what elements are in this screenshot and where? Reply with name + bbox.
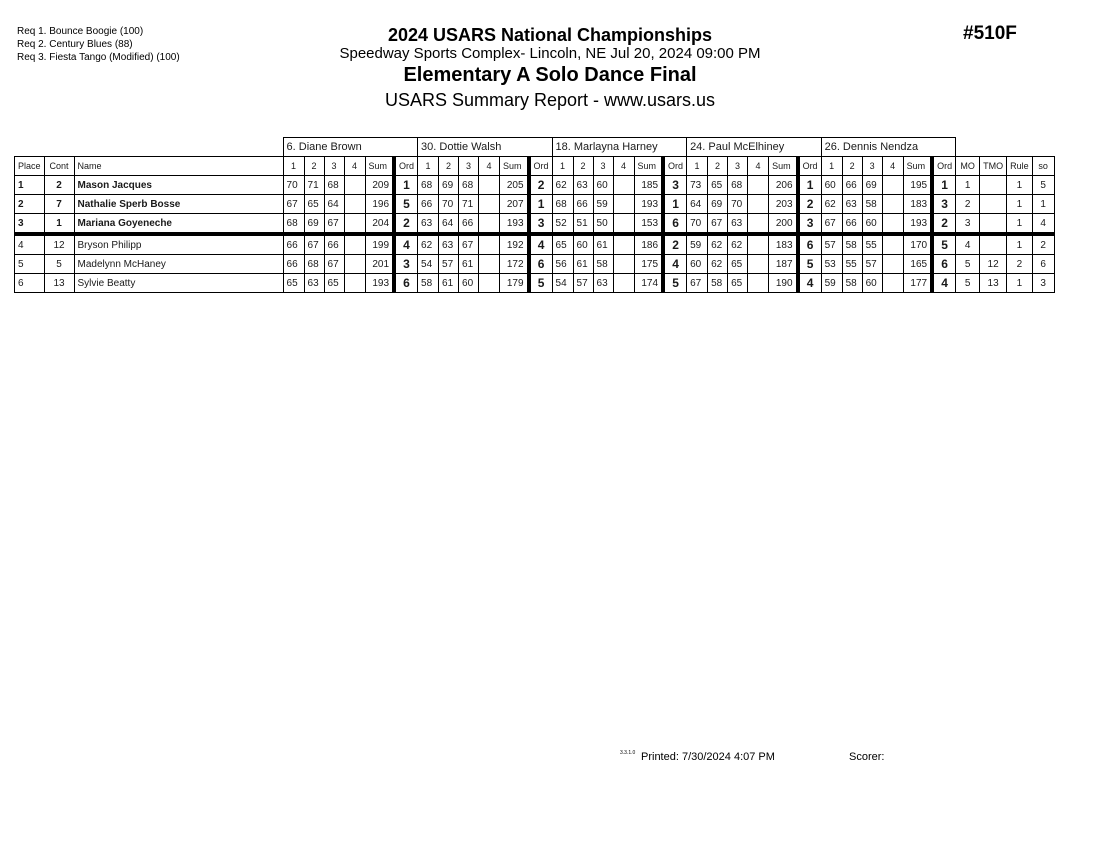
skater-name: Madelynn McHaney: [74, 255, 283, 274]
score-sum: 209: [365, 176, 394, 195]
score-3: 65: [728, 274, 748, 293]
score-3: 69: [862, 176, 882, 195]
so-value: 2: [1032, 234, 1054, 255]
ordinal: 2: [798, 195, 822, 214]
score-4: [882, 214, 903, 235]
score-1: 57: [821, 234, 842, 255]
ordinal: 5: [932, 234, 956, 255]
mo-value: 2: [956, 195, 980, 214]
score-sum: 193: [365, 274, 394, 293]
col-header-4: 4: [479, 157, 500, 176]
col-header-ord: Ord: [798, 157, 822, 176]
score-1: 59: [687, 234, 708, 255]
score-3: 67: [324, 255, 344, 274]
score-sum: 153: [634, 214, 663, 235]
judge-header-row: [15, 138, 1055, 157]
score-2: 58: [842, 274, 862, 293]
score-4: [748, 234, 769, 255]
score-3: 58: [593, 255, 613, 274]
score-4: [613, 255, 634, 274]
score-sum: 204: [365, 214, 394, 235]
score-sum: 165: [903, 255, 932, 274]
so-value: 6: [1032, 255, 1054, 274]
score-4: [613, 234, 634, 255]
score-3: 60: [862, 274, 882, 293]
rule-value: 2: [1007, 255, 1033, 274]
col-header-3: 3: [459, 157, 479, 176]
col-header-name: Name: [74, 157, 283, 176]
score-4: [882, 234, 903, 255]
score-4: [882, 176, 903, 195]
ordinal: 4: [663, 255, 687, 274]
score-3: 64: [324, 195, 344, 214]
results-table: [14, 137, 1055, 293]
place: 1: [15, 176, 45, 195]
score-1: 68: [283, 214, 304, 235]
score-3: 63: [593, 274, 613, 293]
skater-name: Nathalie Sperb Bosse: [74, 195, 283, 214]
score-3: 67: [459, 234, 479, 255]
score-2: 67: [708, 214, 728, 235]
score-4: [344, 255, 365, 274]
mo-value: 3: [956, 214, 980, 235]
ordinal: 4: [394, 234, 418, 255]
score-4: [882, 274, 903, 293]
score-3: 66: [324, 234, 344, 255]
score-1: 64: [687, 195, 708, 214]
score-1: 54: [418, 255, 439, 274]
col-header-3: 3: [862, 157, 882, 176]
col-header-2: 2: [708, 157, 728, 176]
mo-value: 1: [956, 176, 980, 195]
requirement-2: Req 2. Century Blues (88): [17, 39, 133, 50]
so-value: 5: [1032, 176, 1054, 195]
score-4: [613, 176, 634, 195]
score-4: [613, 195, 634, 214]
event-title: Elementary A Solo Dance Final: [403, 64, 697, 86]
blank-cell: [956, 138, 1055, 157]
score-2: 51: [573, 214, 593, 235]
score-2: 66: [573, 195, 593, 214]
contestant-number: 12: [44, 234, 74, 255]
so-value: 1: [1032, 195, 1054, 214]
score-3: 62: [728, 234, 748, 255]
col-header-rule: Rule: [1007, 157, 1033, 176]
col-header-mo: MO: [956, 157, 980, 176]
col-header-ord: Ord: [394, 157, 418, 176]
score-sum: 175: [634, 255, 663, 274]
rule-value: 1: [1007, 274, 1033, 293]
score-4: [344, 234, 365, 255]
score-2: 57: [573, 274, 593, 293]
skater-name: Mason Jacques: [74, 176, 283, 195]
score-4: [479, 214, 500, 235]
version-label: 3.3.1.0: [620, 750, 636, 756]
score-sum: 187: [769, 255, 798, 274]
contestant-number: 1: [44, 214, 74, 235]
score-sum: 196: [365, 195, 394, 214]
judge-name: 6. Diane Brown: [283, 138, 418, 157]
col-header-ord: Ord: [932, 157, 956, 176]
col-header-4: 4: [748, 157, 769, 176]
score-3: 70: [728, 195, 748, 214]
score-3: 68: [728, 176, 748, 195]
col-header-2: 2: [842, 157, 862, 176]
place: 5: [15, 255, 45, 274]
table-row: [15, 214, 1055, 235]
col-header-sum: Sum: [500, 157, 529, 176]
score-3: 65: [728, 255, 748, 274]
score-3: 60: [459, 274, 479, 293]
score-sum: 183: [769, 234, 798, 255]
ordinal: 3: [394, 255, 418, 274]
ordinal: 1: [663, 195, 687, 214]
ordinal: 3: [529, 214, 553, 235]
score-2: 63: [842, 195, 862, 214]
place: 2: [15, 195, 45, 214]
score-3: 65: [324, 274, 344, 293]
score-3: 68: [459, 176, 479, 195]
col-header-ord: Ord: [663, 157, 687, 176]
col-header-2: 2: [573, 157, 593, 176]
ordinal: 4: [529, 234, 553, 255]
score-2: 69: [304, 214, 324, 235]
so-value: 4: [1032, 214, 1054, 235]
score-4: [748, 274, 769, 293]
col-header-1: 1: [418, 157, 439, 176]
col-header-1: 1: [283, 157, 304, 176]
tmo-value: [980, 214, 1007, 235]
score-4: [479, 234, 500, 255]
ordinal: 1: [932, 176, 956, 195]
score-2: 62: [708, 255, 728, 274]
score-2: 60: [573, 234, 593, 255]
score-2: 70: [439, 195, 459, 214]
col-header-1: 1: [552, 157, 573, 176]
score-3: 63: [728, 214, 748, 235]
score-2: 66: [842, 214, 862, 235]
score-3: 59: [593, 195, 613, 214]
score-1: 62: [552, 176, 573, 195]
score-3: 61: [459, 255, 479, 274]
table-row: [15, 274, 1055, 293]
ordinal: 5: [529, 274, 553, 293]
score-sum: 200: [769, 214, 798, 235]
score-2: 61: [439, 274, 459, 293]
ordinal: 4: [932, 274, 956, 293]
score-2: 68: [304, 255, 324, 274]
score-3: 58: [862, 195, 882, 214]
col-header-1: 1: [687, 157, 708, 176]
score-1: 59: [821, 274, 842, 293]
score-1: 66: [283, 255, 304, 274]
rule-value: 1: [1007, 195, 1033, 214]
contestant-number: 5: [44, 255, 74, 274]
score-3: 60: [593, 176, 613, 195]
score-1: 60: [821, 176, 842, 195]
col-header-sum: Sum: [365, 157, 394, 176]
judge-name: 26. Dennis Nendza: [821, 138, 956, 157]
score-1: 66: [418, 195, 439, 214]
score-2: 69: [708, 195, 728, 214]
score-1: 70: [283, 176, 304, 195]
so-value: 3: [1032, 274, 1054, 293]
score-4: [344, 214, 365, 235]
score-1: 68: [552, 195, 573, 214]
score-2: 71: [304, 176, 324, 195]
score-1: 53: [821, 255, 842, 274]
score-sum: 193: [500, 214, 529, 235]
score-2: 62: [708, 234, 728, 255]
contestant-number: 7: [44, 195, 74, 214]
ordinal: 6: [529, 255, 553, 274]
score-4: [882, 195, 903, 214]
ordinal: 6: [394, 274, 418, 293]
score-3: 66: [459, 214, 479, 235]
ordinal: 3: [932, 195, 956, 214]
score-1: 65: [552, 234, 573, 255]
col-header-4: 4: [613, 157, 634, 176]
score-4: [479, 255, 500, 274]
score-1: 68: [418, 176, 439, 195]
score-1: 70: [687, 214, 708, 235]
col-header-ord: Ord: [529, 157, 553, 176]
table-row: [15, 195, 1055, 214]
tmo-value: 12: [980, 255, 1007, 274]
table-row: [15, 234, 1055, 255]
ordinal: 6: [798, 234, 822, 255]
score-sum: 206: [769, 176, 798, 195]
score-4: [479, 195, 500, 214]
score-sum: 207: [500, 195, 529, 214]
tmo-value: [980, 234, 1007, 255]
score-sum: 185: [634, 176, 663, 195]
event-number: #510F: [963, 23, 1017, 44]
score-1: 65: [283, 274, 304, 293]
score-1: 58: [418, 274, 439, 293]
ordinal: 6: [932, 255, 956, 274]
score-3: 68: [324, 176, 344, 195]
ordinal: 6: [663, 214, 687, 235]
skater-name: Mariana Goyeneche: [74, 214, 283, 235]
score-sum: 193: [634, 195, 663, 214]
contestant-number: 2: [44, 176, 74, 195]
col-header-cont: Cont: [44, 157, 74, 176]
ordinal: 5: [798, 255, 822, 274]
score-3: 60: [862, 214, 882, 235]
score-4: [748, 176, 769, 195]
score-4: [613, 214, 634, 235]
col-header-4: 4: [882, 157, 903, 176]
judge-name: 18. Marlayna Harney: [552, 138, 687, 157]
score-3: 61: [593, 234, 613, 255]
score-1: 52: [552, 214, 573, 235]
ordinal: 1: [394, 176, 418, 195]
requirement-1: Req 1. Bounce Boogie (100): [17, 26, 144, 37]
score-sum: 190: [769, 274, 798, 293]
score-4: [882, 255, 903, 274]
rule-value: 1: [1007, 234, 1033, 255]
col-header-2: 2: [304, 157, 324, 176]
report-title: USARS Summary Report - www.usars.us: [384, 90, 716, 110]
col-header-tmo: TMO: [980, 157, 1007, 176]
judge-name: 30. Dottie Walsh: [418, 138, 553, 157]
score-sum: 174: [634, 274, 663, 293]
col-header-sum: Sum: [769, 157, 798, 176]
printed-date: Printed: 7/30/2024 4:07 PM: [641, 751, 775, 763]
ordinal: 5: [663, 274, 687, 293]
rule-value: 1: [1007, 214, 1033, 235]
score-sum: 192: [500, 234, 529, 255]
score-sum: 195: [903, 176, 932, 195]
score-1: 62: [418, 234, 439, 255]
score-sum: 186: [634, 234, 663, 255]
ordinal: 4: [798, 274, 822, 293]
score-2: 65: [708, 176, 728, 195]
col-header-3: 3: [728, 157, 748, 176]
score-2: 58: [708, 274, 728, 293]
blank-cell: [15, 138, 284, 157]
score-3: 55: [862, 234, 882, 255]
score-4: [613, 274, 634, 293]
tmo-value: [980, 195, 1007, 214]
score-sum: 172: [500, 255, 529, 274]
score-4: [479, 176, 500, 195]
ordinal: 3: [663, 176, 687, 195]
judge-name: 24. Paul McElhiney: [687, 138, 822, 157]
score-4: [344, 195, 365, 214]
skater-name: Bryson Philipp: [74, 234, 283, 255]
mo-value: 5: [956, 274, 980, 293]
score-1: 73: [687, 176, 708, 195]
skater-name: Sylvie Beatty: [74, 274, 283, 293]
score-3: 71: [459, 195, 479, 214]
contestant-number: 13: [44, 274, 74, 293]
score-3: 67: [324, 214, 344, 235]
ordinal: 3: [798, 214, 822, 235]
score-4: [344, 176, 365, 195]
score-2: 64: [439, 214, 459, 235]
score-sum: 201: [365, 255, 394, 274]
score-1: 62: [821, 195, 842, 214]
column-header-row: [15, 157, 1055, 176]
score-2: 63: [439, 234, 459, 255]
score-2: 66: [842, 176, 862, 195]
mo-value: 4: [956, 234, 980, 255]
score-sum: 170: [903, 234, 932, 255]
table-row: [15, 176, 1055, 195]
table-row: [15, 255, 1055, 274]
score-2: 63: [304, 274, 324, 293]
score-1: 67: [687, 274, 708, 293]
col-header-3: 3: [593, 157, 613, 176]
score-4: [748, 214, 769, 235]
score-3: 50: [593, 214, 613, 235]
col-header-sum: Sum: [634, 157, 663, 176]
place: 4: [15, 234, 45, 255]
competition-title: 2024 USARS National Championships: [387, 25, 713, 45]
score-2: 67: [304, 234, 324, 255]
scorer-label: Scorer:: [849, 751, 885, 763]
ordinal: 2: [932, 214, 956, 235]
score-sum: 193: [903, 214, 932, 235]
score-1: 67: [283, 195, 304, 214]
score-sum: 179: [500, 274, 529, 293]
score-4: [344, 274, 365, 293]
score-sum: 203: [769, 195, 798, 214]
score-1: 60: [687, 255, 708, 274]
score-4: [748, 255, 769, 274]
col-header-3: 3: [324, 157, 344, 176]
score-2: 61: [573, 255, 593, 274]
score-sum: 205: [500, 176, 529, 195]
score-2: 55: [842, 255, 862, 274]
ordinal: 1: [798, 176, 822, 195]
score-4: [748, 195, 769, 214]
score-1: 54: [552, 274, 573, 293]
place: 6: [15, 274, 45, 293]
col-header-1: 1: [821, 157, 842, 176]
score-1: 63: [418, 214, 439, 235]
score-1: 66: [283, 234, 304, 255]
score-4: [479, 274, 500, 293]
tmo-value: [980, 176, 1007, 195]
score-sum: 183: [903, 195, 932, 214]
tmo-value: 13: [980, 274, 1007, 293]
score-sum: 199: [365, 234, 394, 255]
score-1: 56: [552, 255, 573, 274]
score-2: 69: [439, 176, 459, 195]
rule-value: 1: [1007, 176, 1033, 195]
ordinal: 5: [394, 195, 418, 214]
ordinal: 2: [394, 214, 418, 235]
col-header-place: Place: [15, 157, 45, 176]
mo-value: 5: [956, 255, 980, 274]
col-header-so: so: [1032, 157, 1054, 176]
score-2: 63: [573, 176, 593, 195]
col-header-sum: Sum: [903, 157, 932, 176]
venue-date: Speedway Sports Complex- Lincoln, NE Jul 20, 2024 09:00 PM: [339, 45, 761, 62]
score-3: 57: [862, 255, 882, 274]
score-2: 65: [304, 195, 324, 214]
score-2: 57: [439, 255, 459, 274]
score-1: 67: [821, 214, 842, 235]
ordinal: 1: [529, 195, 553, 214]
requirement-3: Req 3. Fiesta Tango (Modified) (100): [17, 52, 180, 63]
score-2: 58: [842, 234, 862, 255]
place: 3: [15, 214, 45, 235]
col-header-4: 4: [344, 157, 365, 176]
ordinal: 2: [663, 234, 687, 255]
score-sum: 177: [903, 274, 932, 293]
ordinal: 2: [529, 176, 553, 195]
col-header-2: 2: [439, 157, 459, 176]
